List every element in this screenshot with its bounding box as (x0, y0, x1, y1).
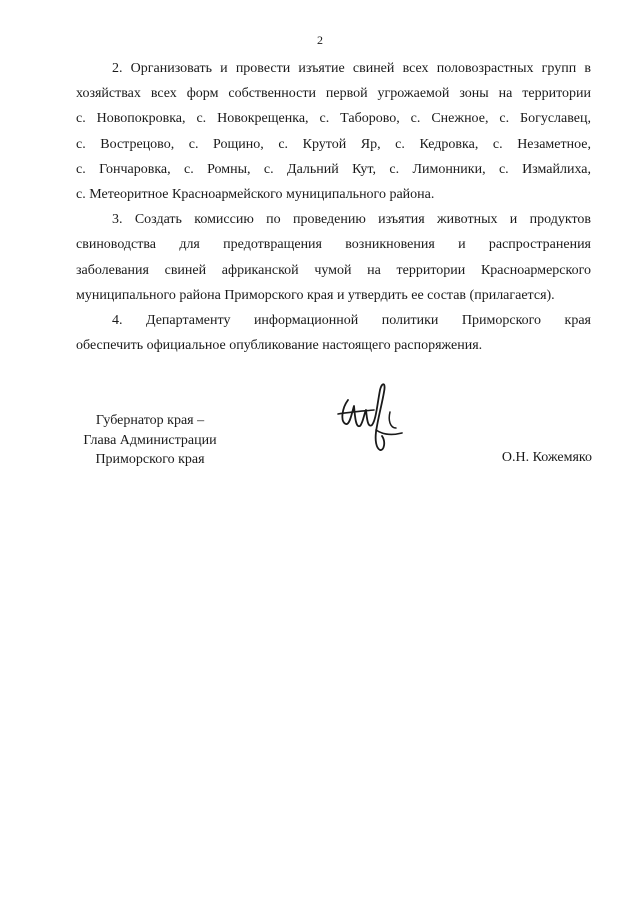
paragraph-line: с. Гончаровка, с. Ромны, с. Дальний Кут, с. Лимонники, с. Измайлиха, (76, 161, 591, 177)
signatory-title (76, 411, 224, 470)
signatory-title-line: Приморского края (95, 452, 205, 467)
paragraph-line: 4. Департаменту информационной политики Приморского края (112, 313, 591, 329)
paragraph-item-4 (76, 308, 591, 358)
paragraph-line: свиноводства для предотвращения возникновения и распространения (76, 237, 591, 253)
paragraph-item-2 (76, 56, 591, 207)
paragraph-line: 3. Создать комиссию по проведению изъятия животных и продуктов (112, 212, 591, 228)
paragraph-item-3 (76, 207, 591, 308)
paragraph-line: муниципального района Приморского края и утвердить ее состав (прилагается). (76, 287, 555, 303)
signatory-title-line: Губернатор края – (95, 413, 205, 428)
handwritten-signature (330, 378, 408, 458)
paragraph-line: 2. Организовать и провести изъятие свиней всех половозрастных групп в (112, 61, 591, 76)
paragraph-line: заболевания свиней африканской чумой на территории Красноармерского (76, 262, 591, 278)
paragraph-line: с. Вострецово, с. Рощино, с. Крутой Яр, с. Кедровка, с. Незаметное, (76, 136, 591, 152)
document-body (76, 56, 591, 358)
signatory-title-line: Глава Администрации (83, 432, 217, 448)
paragraph-line: хозяйствах всех форм собственности первой угрожаемой зоны на территории (76, 86, 591, 102)
signatory-name: О.Н. Кожемяко (501, 450, 592, 465)
paragraph-line: с. Новопокровка, с. Новокрещенка, с. Таборово, с. Снежное, с. Богуславец, (76, 111, 591, 127)
paragraph-line: с. Метеоритное Красноармейского муниципального района. (76, 187, 435, 203)
paragraph-line: обеспечить официальное опубликование настоящего распоряжения. (76, 338, 483, 354)
page-number: 2 (317, 33, 323, 47)
